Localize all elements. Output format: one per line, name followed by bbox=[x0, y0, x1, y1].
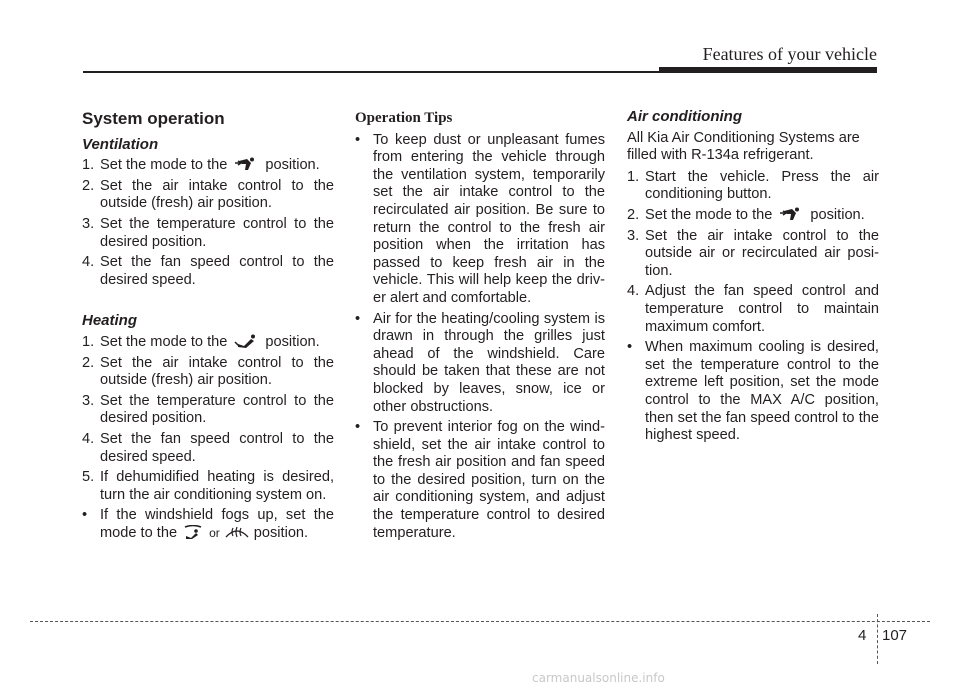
list-item bbox=[627, 169, 879, 204]
defrost-mode-icon bbox=[224, 525, 250, 539]
header-title: Features of your vehicle bbox=[702, 44, 877, 64]
list-marker: • bbox=[355, 310, 361, 327]
list-item bbox=[82, 254, 334, 289]
step-text: If the windshield fogs up, set the mode to the bbox=[100, 507, 334, 541]
list-marker: 1. bbox=[82, 333, 95, 350]
list-item bbox=[355, 311, 605, 417]
step-text: position. bbox=[265, 333, 320, 350]
air-conditioning-steps bbox=[627, 169, 879, 445]
list-item bbox=[82, 216, 334, 251]
step-text: Set the air intake control to the outside (fresh) air position. bbox=[100, 177, 334, 212]
list-item bbox=[82, 355, 334, 390]
column-1 bbox=[82, 108, 334, 545]
ventilation-heading: Ventilation bbox=[82, 135, 159, 153]
column-2 bbox=[355, 108, 605, 545]
step-text: Set the fan speed control to the desired speed. bbox=[100, 430, 334, 465]
list-item bbox=[82, 507, 334, 542]
list-marker: 3. bbox=[627, 227, 640, 244]
air-conditioning-heading: Air conditioning bbox=[627, 108, 742, 125]
list-marker: 2. bbox=[82, 177, 95, 194]
step-text: Start the vehicle. Press the air conditioning button. bbox=[645, 168, 879, 203]
list-marker: 2. bbox=[627, 206, 640, 223]
heating-heading: Heating bbox=[82, 312, 138, 330]
watermark: carmanualsonline.info bbox=[532, 671, 665, 685]
step-text: When maximum cooling is desired, set the temperature control to the extreme left position, set the mode control to the MAX A/C position, then set the fan speed control to the highest speed. bbox=[645, 339, 879, 444]
step-text: Set the temperature control to the desired position. bbox=[100, 215, 334, 250]
step-text: Set the mode to the bbox=[100, 157, 228, 174]
section-title: System operation bbox=[82, 109, 225, 128]
step-text: If dehumidified heating is desired, turn the air conditioning system on. bbox=[100, 469, 334, 503]
list-marker: 1. bbox=[82, 157, 95, 174]
column-3 bbox=[627, 108, 879, 448]
list-marker: 3. bbox=[82, 392, 95, 409]
list-item bbox=[627, 283, 879, 336]
list-marker: • bbox=[355, 131, 361, 148]
list-marker: 4. bbox=[627, 283, 640, 300]
list-item bbox=[82, 178, 334, 213]
step-text: Set the air intake control to the outside air or recirculated air posi-tion. bbox=[645, 227, 879, 279]
tip-text: To keep dust or unpleasant fumes from entering the vehicle through the ventilation system, temporarily set the air intake control to the recirculated air position. Be sure to return the control to the fresh air position when the irritation has passed to keep fresh air in the vehicle. This will help keep the driv-er alert and comfortable. bbox=[373, 131, 605, 306]
step-text: Adjust the fan speed control and temperature control to maintain maximum comfort. bbox=[645, 283, 879, 335]
list-item bbox=[355, 419, 605, 542]
heating-steps bbox=[82, 334, 334, 543]
air-conditioning-intro: All Kia Air Conditioning Systems are filled with R-134a refrigerant. bbox=[627, 129, 860, 164]
footer-divider bbox=[877, 614, 878, 664]
step-text: position. bbox=[265, 157, 320, 174]
footer-rule bbox=[30, 621, 930, 622]
floor-mode-icon bbox=[231, 334, 261, 348]
step-text: Set the fan speed control to the desired speed. bbox=[100, 254, 334, 288]
list-item bbox=[355, 132, 605, 308]
list-marker: 1. bbox=[627, 168, 640, 185]
list-item bbox=[82, 393, 334, 428]
list-item bbox=[82, 157, 334, 175]
operation-tips-list bbox=[355, 132, 605, 543]
header-rule-accent bbox=[659, 67, 877, 72]
list-item bbox=[82, 431, 334, 466]
list-item bbox=[82, 469, 334, 504]
step-text: Set the temperature control to the desired position. bbox=[100, 392, 334, 427]
step-text: Set the air intake control to the outside (fresh) air position. bbox=[100, 354, 334, 389]
tip-text: Air for the heating/cooling system is drawn in through the grilles just ahead of the windshield. Care should be taken that these are not blocked by leaves, snow, ice or other obstructions. bbox=[373, 310, 605, 415]
list-marker: 4. bbox=[82, 254, 95, 271]
list-item bbox=[627, 228, 879, 281]
floor-defrost-mode-icon bbox=[181, 525, 205, 539]
list-marker: 5. bbox=[82, 469, 95, 486]
list-marker: 3. bbox=[82, 215, 95, 232]
step-text: position. bbox=[253, 524, 309, 541]
face-vent-mode-icon bbox=[231, 157, 261, 171]
list-marker: • bbox=[627, 339, 633, 356]
list-item bbox=[82, 334, 334, 352]
or-text: or bbox=[209, 525, 220, 540]
operation-tips-heading: Operation Tips bbox=[355, 110, 453, 126]
list-marker: 4. bbox=[82, 430, 95, 447]
ventilation-steps bbox=[82, 157, 334, 289]
step-text: position. bbox=[810, 206, 865, 223]
tip-text: To prevent interior fog on the wind-shield, set the air intake control to the fresh air position and fan speed to the desired position, turn on the air conditioning system, and adjust the temperature control to desired temperature. bbox=[373, 419, 605, 541]
list-item bbox=[627, 207, 879, 225]
list-item bbox=[627, 339, 879, 445]
chapter-number: 4 bbox=[858, 627, 867, 644]
list-marker: 2. bbox=[82, 354, 95, 371]
page-number: 107 bbox=[882, 627, 908, 644]
list-marker: • bbox=[82, 507, 88, 524]
step-text: Set the mode to the bbox=[645, 206, 773, 223]
list-marker: • bbox=[355, 419, 361, 436]
face-vent-mode-icon bbox=[776, 207, 806, 221]
step-text: Set the mode to the bbox=[100, 333, 228, 350]
